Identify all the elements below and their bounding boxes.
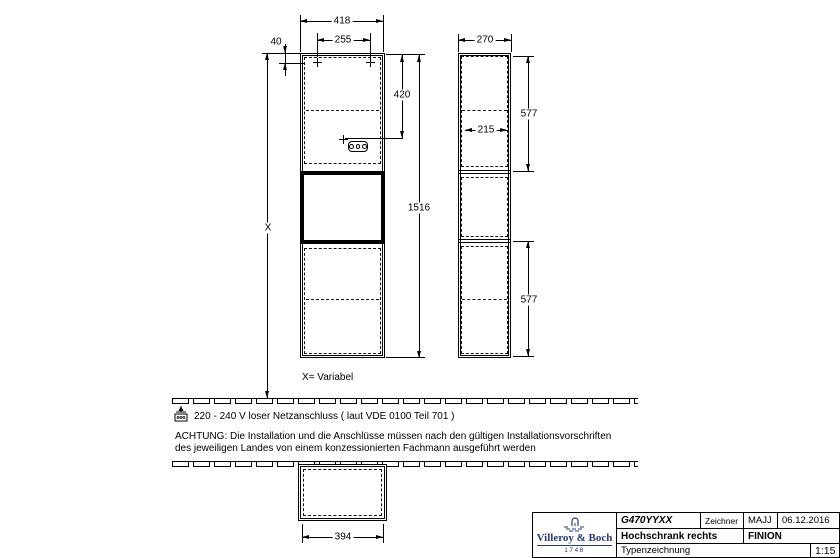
side-middle-outline	[461, 177, 508, 237]
extension-line	[513, 356, 534, 357]
arrowhead	[400, 55, 404, 62]
wall-socket-icon	[348, 141, 368, 152]
dimension-x: X	[264, 222, 272, 234]
front-upper-shelf-line	[306, 110, 379, 111]
dimension-577-upper: 577	[520, 108, 538, 120]
arrowhead	[526, 56, 530, 63]
drawer-cell: MAJJ	[743, 512, 778, 529]
villeroy-boch-fountain-icon	[562, 517, 588, 532]
brand-year: 1748	[564, 546, 585, 554]
arrowhead	[458, 38, 465, 42]
extension-line	[513, 171, 534, 172]
arrowhead	[265, 391, 269, 398]
hanger-mark-right	[366, 58, 375, 67]
arrowhead	[302, 535, 309, 539]
arrowhead	[300, 19, 307, 23]
series-cell: FINION	[743, 528, 840, 544]
warning-note-line1: ACHTUNG: Die Installation und die Anschlüsse müssen nach den gültigen Installationsvorschriften	[175, 431, 612, 442]
extension-line	[513, 56, 534, 57]
side-joint-upper	[458, 170, 511, 174]
dimension-1516: 1516	[407, 202, 431, 214]
front-open-shelf-section	[300, 171, 385, 244]
wall-section-lower	[172, 461, 638, 467]
arrowhead	[417, 55, 421, 62]
arrowhead	[417, 351, 421, 358]
side-upper-outline	[461, 56, 508, 167]
brand-logo	[532, 512, 617, 558]
arrowhead	[526, 241, 530, 248]
wall-section-upper	[172, 398, 638, 404]
article-number-cell: G470YYXX	[616, 512, 701, 529]
dimension-394: 394	[334, 531, 352, 543]
power-note: 220 - 240 V loser Netzanschluss ( laut VDE 0100 Teil 701 )	[194, 411, 455, 422]
arrowhead	[363, 38, 370, 42]
brand-name: Villeroy & Boch	[536, 531, 613, 544]
dimension-255: 255	[334, 34, 352, 46]
dimension-577-lower: 577	[520, 294, 538, 306]
arrowhead	[317, 38, 324, 42]
side-upper-shelf-line	[462, 110, 507, 111]
extension-line	[513, 241, 534, 242]
arrowhead	[376, 535, 383, 539]
arrowhead	[376, 19, 383, 23]
product-cell: Hochschrank rechts	[616, 528, 744, 544]
hanger-mark-left	[313, 58, 322, 67]
drawing-type-cell: Typenzeichnung	[616, 543, 811, 558]
variable-note: X= Variabel	[302, 372, 354, 383]
scale-cell: 1:15	[810, 543, 840, 558]
socket-position-mark	[339, 135, 348, 144]
dimension-215: 215	[477, 124, 495, 136]
power-connection-icon	[174, 406, 190, 422]
drawer-label-cell: Zeichner	[700, 512, 744, 529]
side-lower-outline	[461, 246, 508, 354]
arrowhead	[400, 131, 404, 138]
dimension-420-leader	[345, 138, 403, 139]
warning-note-line2: des jeweiligen Landes von einem konzessionierten Fachmann ausgeführt werden	[175, 443, 536, 454]
arrowhead	[265, 53, 269, 60]
date-cell: 06.12.2016	[777, 512, 840, 529]
dimension-270: 270	[476, 34, 494, 46]
arrowhead	[504, 38, 511, 42]
front-lower-shelf-line	[306, 299, 379, 300]
extension-line	[383, 15, 384, 52]
dimension-418: 418	[333, 15, 351, 27]
extension-line	[383, 524, 384, 543]
dimension-40: 40	[270, 36, 282, 48]
side-lower-shelf-line	[462, 299, 507, 300]
bottom-inner-outline	[303, 469, 382, 516]
extension-line	[302, 524, 303, 543]
arrowhead	[500, 128, 507, 132]
arrowhead	[465, 128, 472, 132]
side-joint-lower	[458, 239, 511, 243]
arrowhead	[283, 63, 287, 70]
arrowhead	[526, 164, 530, 171]
front-lower-door-outline	[304, 248, 381, 354]
dimension-420: 420	[393, 89, 411, 101]
extension-line	[511, 34, 512, 52]
arrowhead	[526, 349, 530, 356]
extension-line	[370, 33, 371, 57]
